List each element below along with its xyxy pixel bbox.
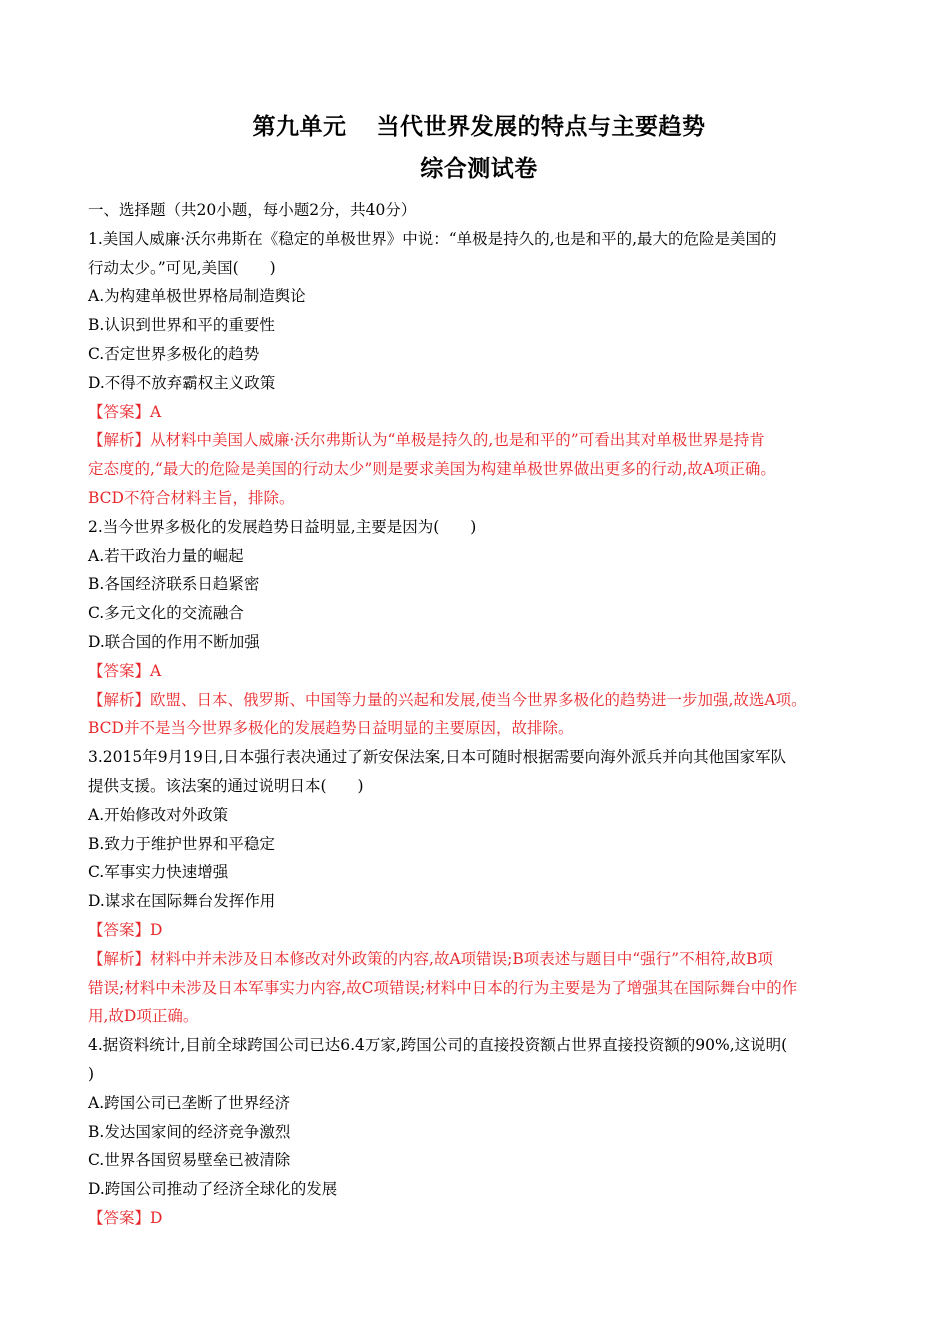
question-stem-line: 1.美国人威廉·沃尔弗斯在《稳定的单极世界》中说：“单极是持久的,也是和平的,最大的危险是美国的 xyxy=(88,229,777,248)
analysis-line: BCD不符合材料主旨，排除。 xyxy=(88,488,295,507)
option-d: D.不得不放弃霸权主义政策 xyxy=(88,373,276,392)
analysis-line: BCD并不是当今世界多极化的发展趋势日益明显的主要原因，故排除。 xyxy=(88,719,574,738)
option-b: B.致力于维护世界和平稳定 xyxy=(88,834,275,853)
page-title xyxy=(88,112,870,142)
analysis-text: 从材料中美国人威廉·沃尔弗斯认为“单极是持久的,也是和平的”可看出其对单极世界是持肯 xyxy=(150,431,765,450)
answer-tag: 【答案】 xyxy=(88,661,151,680)
page-subtitle: 综合测试卷 xyxy=(420,156,538,182)
answer-tag: 【答案】 xyxy=(88,920,151,939)
option-b: B.认识到世界和平的重要性 xyxy=(88,316,275,335)
question-stem-line: 行动太少。”可见,美国( ) xyxy=(88,258,276,277)
analysis-tag: 【解析】 xyxy=(88,431,151,450)
option-a: A.为构建单极世界格局制造舆论 xyxy=(88,287,306,306)
option-d: D.联合国的作用不断加强 xyxy=(88,632,260,651)
answer xyxy=(88,1204,870,1233)
analysis-tag: 【解析】 xyxy=(88,949,151,968)
answer xyxy=(88,657,870,686)
answer-value: D xyxy=(150,920,163,939)
analysis-line xyxy=(88,426,870,455)
option-a: A.跨国公司已垄断了世界经济 xyxy=(88,1093,291,1112)
option-b: B.发达国家间的经济竞争激烈 xyxy=(88,1122,291,1141)
question-stem-line: 2.当今世界多极化的发展趋势日益明显,主要是因为( ) xyxy=(88,517,477,536)
answer-value: A xyxy=(150,402,162,421)
analysis-text: 欧盟、日本、俄罗斯、中国等力量的兴起和发展,使当今世界多极化的趋势进一步加强,故选A项。 xyxy=(150,690,807,709)
answer xyxy=(88,916,870,945)
question-3 xyxy=(88,743,870,1031)
analysis-tag: 【解析】 xyxy=(88,690,151,709)
question-2 xyxy=(88,513,870,743)
unit-topic: 当代世界发展的特点与主要趋势 xyxy=(376,114,706,140)
option-c: C.世界各国贸易壁垒已被清除 xyxy=(88,1151,291,1170)
question-stem-line: ) xyxy=(88,1064,95,1083)
analysis-line xyxy=(88,945,870,974)
option-d: D.谋求在国际舞台发挥作用 xyxy=(88,892,276,911)
answer-value: A xyxy=(150,661,162,680)
option-a: A.若干政治力量的崛起 xyxy=(88,546,244,565)
question-stem-line: 4.据资料统计,目前全球跨国公司已达6.4万家,跨国公司的直接投资额占世界直接投资额的90%,这说明( xyxy=(88,1036,788,1055)
question-1 xyxy=(88,225,870,513)
answer xyxy=(88,398,870,427)
analysis-line xyxy=(88,686,870,715)
option-d: D.跨国公司推动了经济全球化的发展 xyxy=(88,1180,338,1199)
question-stem-line: 3.2015年9月19日,日本强行表决通过了新安保法案,日本可随时根据需要向海外派兵并向其他国家军队 xyxy=(88,748,787,767)
unit-label: 第九单元 xyxy=(252,114,347,140)
option-c: C.军事实力快速增强 xyxy=(88,863,229,882)
answer-value: D xyxy=(150,1208,163,1227)
question-4 xyxy=(88,1031,870,1233)
analysis-text: 材料中并未涉及日本修改对外政策的内容,故A项错误;B项表述与题目中“强行”不相符,故B项 xyxy=(150,949,773,968)
option-c: C.否定世界多极化的趋势 xyxy=(88,344,260,363)
answer-tag: 【答案】 xyxy=(88,402,151,421)
option-c: C.多元文化的交流融合 xyxy=(88,604,244,623)
analysis-line: 定态度的,“最大的危险是美国的行动太少”则是要求美国为构建单极世界做出更多的行动,故A项正确。 xyxy=(88,460,776,479)
option-b: B.各国经济联系日趋紧密 xyxy=(88,575,260,594)
answer-tag: 【答案】 xyxy=(88,1208,151,1227)
analysis-line: 用,故D项正确。 xyxy=(88,1007,199,1026)
analysis-line: 错误;材料中未涉及日本军事实力内容,故C项错误;材料中日本的行为主要是为了增强其在国际舞台中的作 xyxy=(88,978,798,997)
option-a: A.开始修改对外政策 xyxy=(88,805,229,824)
question-stem-line: 提供支援。该法案的通过说明日本( ) xyxy=(88,776,364,795)
section-heading: 一、选择题（共20小题，每小题2分，共40分） xyxy=(88,201,417,219)
